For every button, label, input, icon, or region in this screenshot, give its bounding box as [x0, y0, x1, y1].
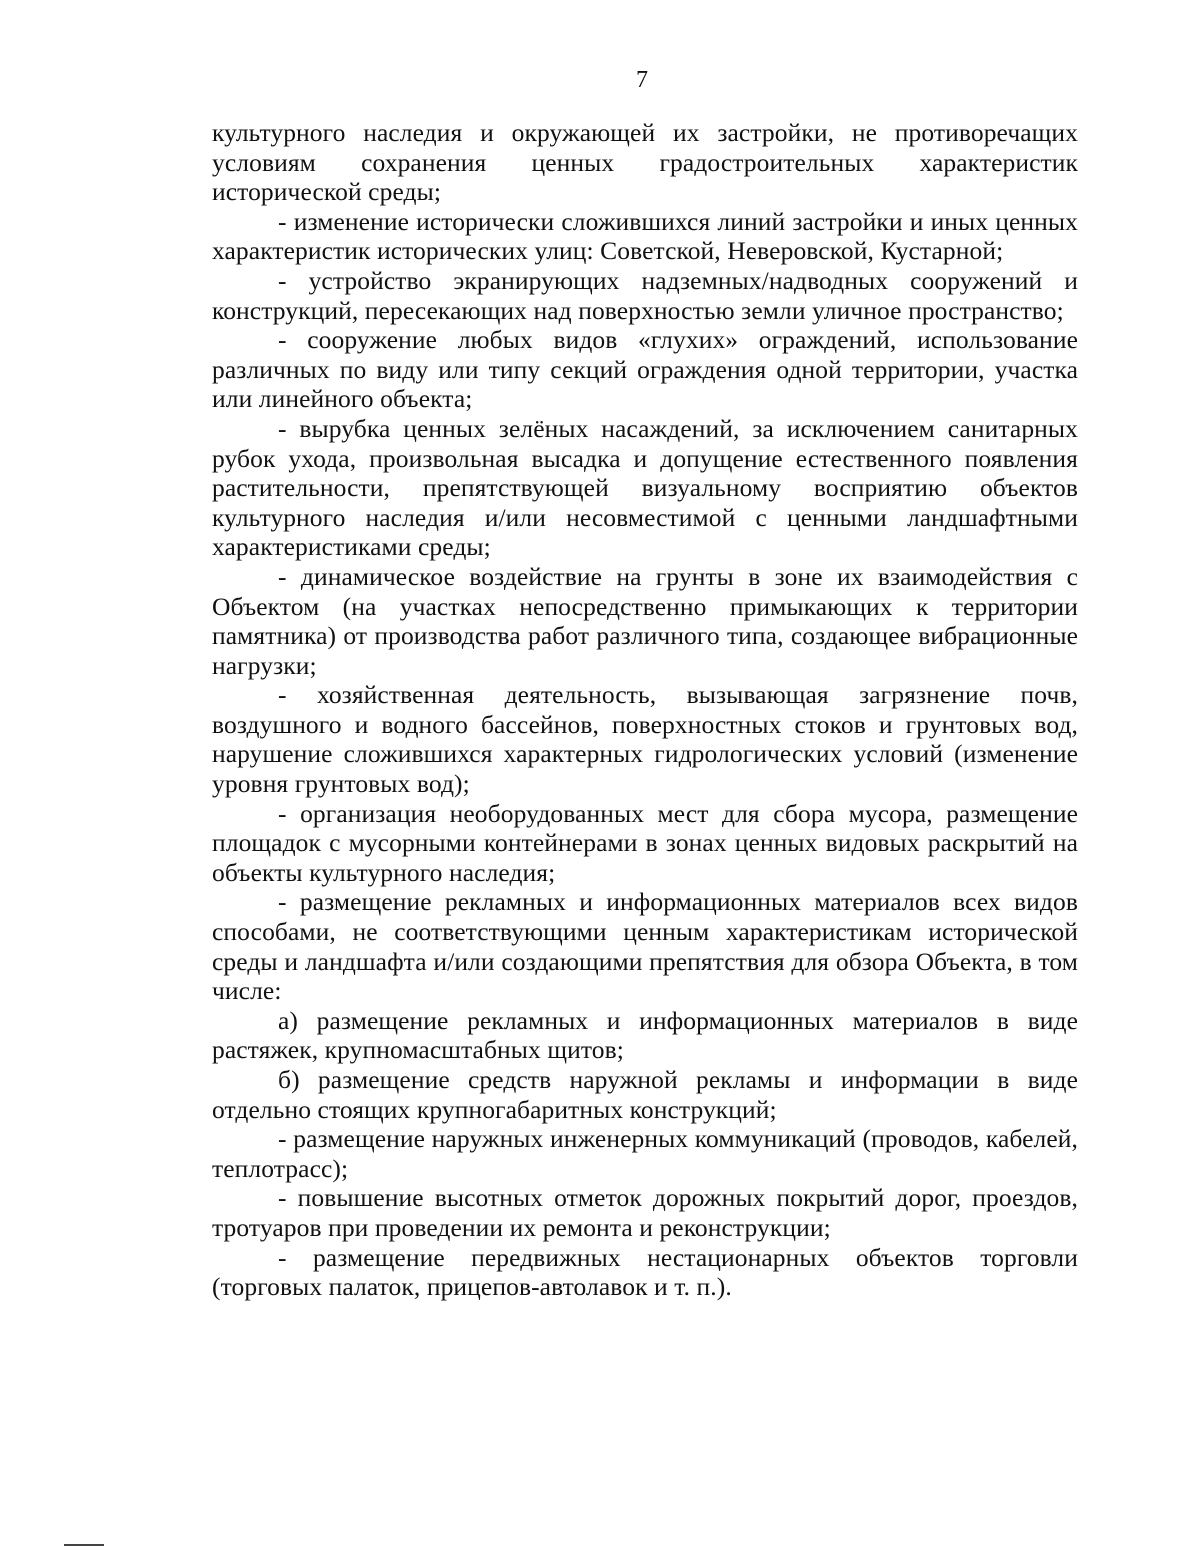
paragraph-utilities: - размещение наружных инженерных коммуникаций (проводов, кабелей, теплотрасс);: [212, 1124, 1078, 1183]
paragraph-advertising: - размещение рекламных и информационных материалов всех видов способами, не соответствующими ценным характеристикам исторической среды и ландшафта и/или создающими препятствия для обзора Объекта, в том числе:: [212, 887, 1078, 1006]
scan-artifact-line: [64, 1544, 104, 1546]
paragraph-mobile-trade: - размещение передвижных нестационарных объектов торговли (торговых палаток, прицепов-автолавок и т. п.).: [212, 1242, 1078, 1302]
paragraph-advertising-b: б) размещение средств наружной рекламы и информации в виде отдельно стоящих крупногабаритных конструкций;: [212, 1065, 1078, 1124]
paragraph-dynamic-impact: - динамическое воздействие на грунты в зоне их взаимодействия с Объектом (на участках непосредственно примыкающих к территории памятника) от производства работ различного типа, создающее вибрационные нагрузки;: [212, 561, 1078, 680]
paragraph-waste-sites: - организация необорудованных мест для сбора мусора, размещение площадок с мусорными контейнерами в зонах ценных видовых раскрытий на объекты культурного наследия;: [212, 798, 1078, 887]
paragraph-blind-fences: - сооружение любых видов «глухих» ограждений, использование различных по виду или типу секций ограждения одной территории, участка или линейного объекта;: [212, 325, 1078, 414]
paragraph-street-lines: - изменение исторически сложившихся линий застройки и иных ценных характеристик исторических улиц: Советской, Неверовской, Кустарной;: [212, 206, 1078, 266]
paragraph-advertising-a: а) размещение рекламных и информационных материалов в виде растяжек, крупномасштабных щитов;: [212, 1005, 1078, 1065]
paragraph-screening-structures: - устройство экранирующих надземных/надводных сооружений и конструкций, пересекающих над поверхностью земли уличное пространство;: [212, 265, 1078, 325]
paragraph-tree-felling: - вырубка ценных зелёных насаждений, за исключением санитарных рубок ухода, произвольная высадка и допущение естественного появления растительности, препятствующей визуальному восприятию объектов культурного наследия и/или несовместимой с ценными ландшафтными характеристиками среды;: [212, 413, 1078, 562]
document-body: [212, 118, 1078, 1302]
paragraph-economic-activity: - хозяйственная деятельность, вызывающая загрязнение почв, воздушного и водного бассейнов, поверхностных стоков и грунтовых вод, нарушение сложившихся характерных гидрологических условий (изменение уровня грунтовых вод);: [212, 680, 1078, 799]
paragraph-continuation: культурного наследия и окружающей их застройки, не противоречащих условиям сохранения ценных градостроительных характеристик исторической среды;: [212, 118, 1078, 207]
paragraph-road-levels: - повышение высотных отметок дорожных покрытий дорог, проездов, тротуаров при проведении их ремонта и реконструкции;: [212, 1183, 1078, 1242]
page-number: 7: [636, 67, 648, 93]
